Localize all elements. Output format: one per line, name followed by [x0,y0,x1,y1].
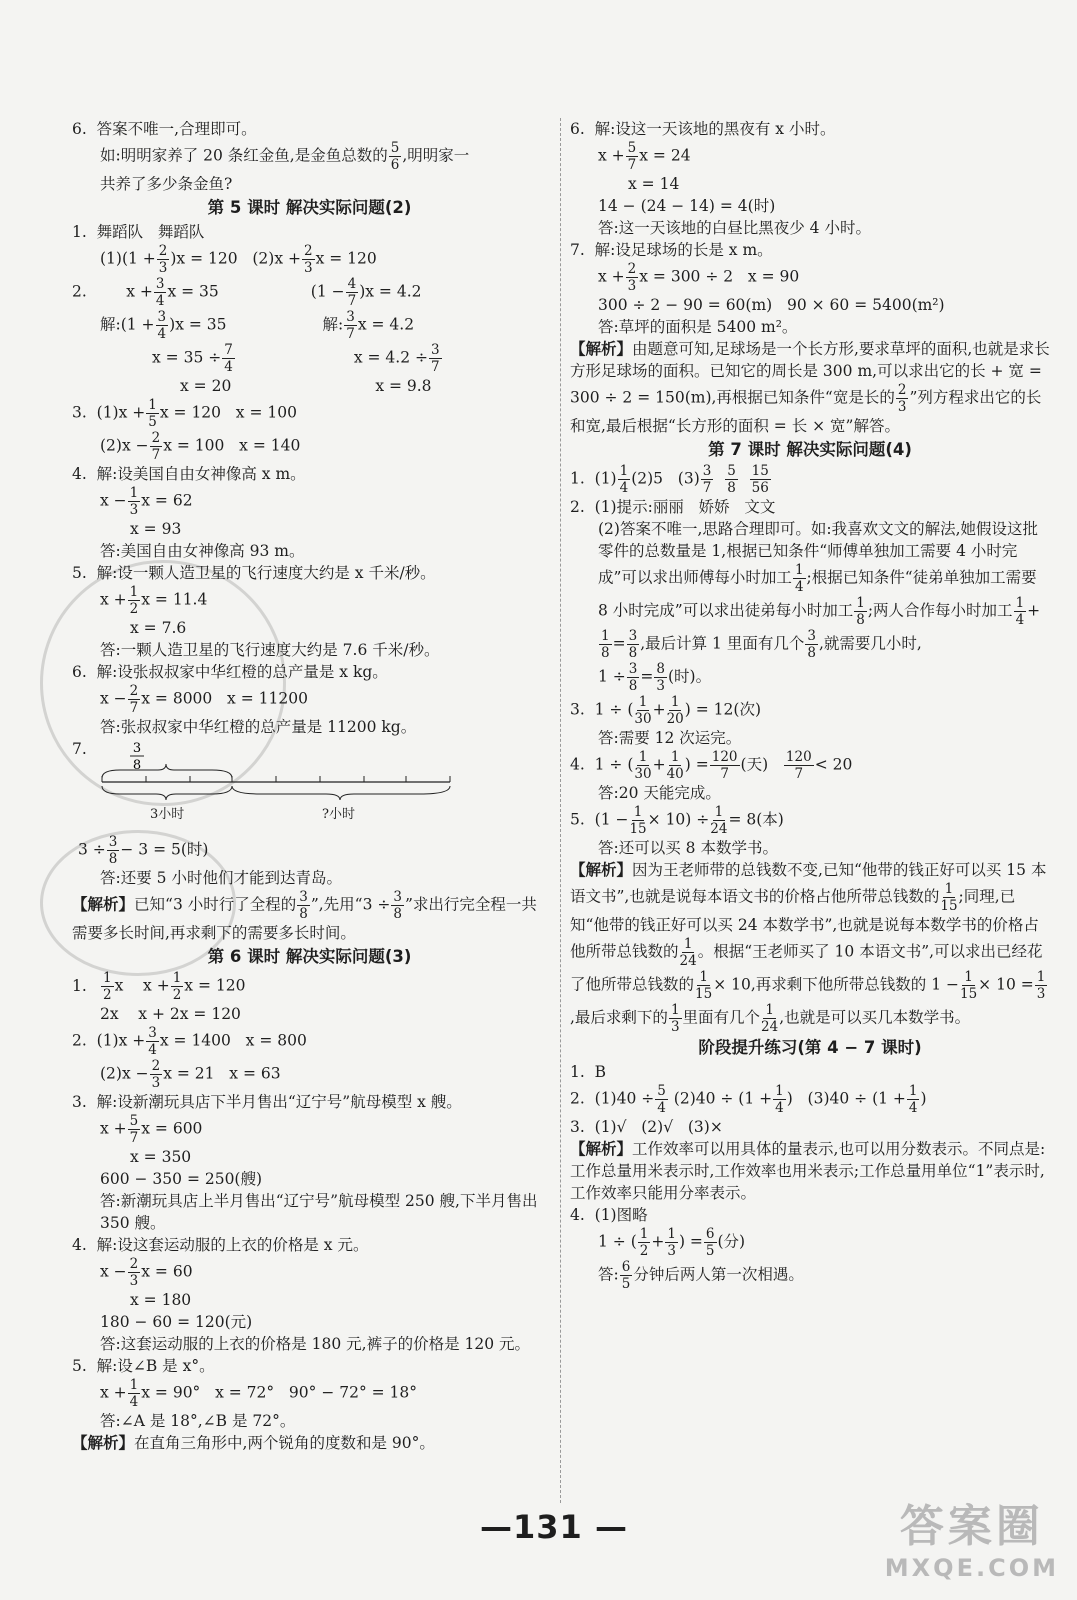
unknown-hours-label: ?小时 [322,807,355,822]
line-segment-diagram [72,741,547,834]
answer-line: 答:美国自由女神像高 93 m。 [100,542,305,560]
answer-line: 1. $\frac{1}{2}$ x x + $\frac{1}{2}$ x = 120 [72,970,246,1003]
answer-line: x + $\frac{5}{7}$ x = 24 [598,140,691,173]
column-divider [560,118,561,1503]
answer-line: 2x x + 2x = 120 [100,1005,241,1023]
answer-line: 1. (1) $\frac{1}{4}$ (2)5 (3) $\frac{3}{7}$ $\frac{5}{8}$ $\frac{15}{56}$ [570,463,769,496]
answer-line: 3. (1)√ (2)√ (3)× [570,1118,723,1136]
answer-line: (2)答案不唯一,思路合理即可。如:我喜欢文文的解法,她假设这批零件的总数量是 1,根据已知条件“师傅单独加工需要 4 小时完成”可以求出师傅每小时加工 $\frac{1}{4}$ ;根据已知条件“徒弟单独加工需要 8 小时完成”可以求出徒弟每小时加工 $\frac{1}{8}$ ;两人合作每小时加工 $\frac{1}{4}$ + $\frac{1}{8}$ = $\frac{3}{8}$ ,最后计算 1 里面有几个 $\frac{3}{8}$ ,就需要几小时, [598,520,1041,661]
answer-line: x + $\frac{2}{3}$ x = 300 ÷ 2 x = 90 [598,261,800,294]
answer-line: 答:20 天能完成。 [598,784,721,802]
answer-line: 答:∠A 是 18°,∠B 是 72°。 [100,1412,296,1430]
answer-line: 共养了多少条金鱼? [100,175,233,193]
section-heading: 第 6 课时 解决实际问题(3) [207,947,412,966]
answer-line: 180 − 60 = 120(元) [100,1313,253,1331]
answer-line: x = 14 [628,175,680,193]
answer-line: 2. (1)提示:丽丽 娇娇 文文 [570,498,776,516]
answer-line: 答:一颗人造卫星的飞行速度大约是 7.6 千米/秒。 [100,641,440,659]
answer-line: 1 ÷ ( $\frac{1}{2}$ + $\frac{1}{3}$ ) = $\frac{6}{5}$ (分) [598,1226,746,1259]
section-heading: 第 5 课时 解决实际问题(2) [207,198,412,217]
section-heading: 第 7 课时 解决实际问题(4) [708,440,912,459]
watermark-logo: 答案圈 MXQE.COM [884,1501,1059,1582]
answer-line: x − $\frac{2}{3}$ x = 60 [100,1256,193,1289]
answer-line: 如:明明家养了 20 条红金鱼,是金鱼总数的 $\frac{5}{6}$ ,明明家一 [100,140,470,173]
answer-line: x − $\frac{2}{7}$ x = 8000 x = 11200 [100,683,308,716]
answer-line: 600 − 350 = 250(艘) [100,1170,263,1188]
answer-line: 6. 答案不唯一,合理即可。 [72,120,257,138]
answer-line: 1. 舞蹈队 舞蹈队 [72,223,205,241]
answer-line: 3 ÷ $\frac{3}{8}$ − 3 = 5(时) [78,834,209,867]
analysis-note: 【解析】已知“3 小时行了全程的 $\frac{3}{8}$ ”,先用“3 ÷ $\frac{3}{8}$ ”求出行完全程一共需要多长时间,再求剩下的需要多长时间。 [72,889,537,942]
answer-line: 答:需要 12 次运完。 [598,729,742,747]
analysis-note: 【解析】由题意可知,足球场是一个长方形,要求草坪的面积,也就是求长方形足球场的面积。已知它的周长是 300 m,可以求出它的长 + 宽 = 300 ÷ 2 = 150(m),再根据已知条件“宽是长的 $\frac{2}{3}$ ”列方程求出它的长和宽,最后根据“长方形的面积 = 长 × 宽”解答。 [570,340,1050,435]
answer-line: 1 ÷ $\frac{3}{8}$ = $\frac{8}{3}$ (时)。 [598,661,712,694]
answer-line: 答:这一天该地的白昼比黑夜少 4 小时。 [598,219,871,237]
answer-line: x = 350 [130,1148,192,1166]
fraction-denominator: 8 [132,758,142,773]
answer-line: 5. (1 − $\frac{1}{15}$ × 10) ÷ $\frac{1}{24}$ = 8(本) [570,804,784,837]
answer-line: x + $\frac{1}{2}$ x = 11.4 [100,584,208,617]
answer-line: 答:草坪的面积是 5400 m²。 [598,318,798,336]
answer-line: x − $\frac{1}{3}$ x = 62 [100,485,193,518]
answer-line: 4. 解:设美国自由女神像高 x m。 [72,465,306,483]
three-hours-label: 3小时 [150,807,185,822]
answer-line: 2. x + $\frac{3}{4}$ x = 35 (1 − $\frac{4}{7}$ )x = 4.2 [72,276,422,309]
answer-line: 5. 解:设∠B 是 x°。 [72,1357,215,1375]
page-number: —131 — [480,1508,628,1546]
fraction-numerator: 3 [132,741,142,756]
answer-line: x = 20 x = 9.8 [180,377,432,395]
answer-line: (2)x − $\frac{2}{3}$ x = 21 x = 63 [100,1058,281,1091]
answer-line: x + $\frac{1}{4}$ x = 90° x = 72° 90° − 72° = 18° [100,1377,418,1410]
segment-diagram-svg [100,738,460,812]
answer-line: 300 ÷ 2 − 90 = 60(m) 90 × 60 = 5400(m²) [598,296,945,314]
answer-line: 2. (1)x + $\frac{3}{4}$ x = 1400 x = 800 [72,1025,307,1058]
answer-line: 答:还可以买 8 本数学书。 [598,839,778,857]
section-heading: 阶段提升练习(第 4 − 7 课时) [698,1038,922,1057]
answer-line: x + $\frac{5}{7}$ x = 600 [100,1113,203,1146]
answer-line: 解:(1 + $\frac{3}{4}$ )x = 35 解: $\frac{3}{7}$ x = 4.2 [100,309,415,342]
answer-line: 7. 解:设足球场的长是 x m。 [570,241,773,259]
analysis-note: 【解析】在直角三角形中,两个锐角的度数和是 90°。 [72,1434,435,1452]
answer-line: 1. B [570,1063,607,1081]
answer-line: 6. 解:设这一天该地的黑夜有 x 小时。 [570,120,836,138]
answer-line: x = 180 [130,1291,192,1309]
answer-line: 5. 解:设一颗人造卫星的飞行速度大约是 x 千米/秒。 [72,564,436,582]
answer-line: 3. (1)x + $\frac{1}{5}$ x = 120 x = 100 [72,397,297,430]
analysis-note: 【解析】因为王老师带的总钱数不变,已知“他带的钱正好可以买 15 本语文书”,也就是说每本语文书的价格占他所带总钱数的 $\frac{1}{15}$ ;同理,已知“他带的钱正好可以买 24 本数学书”,也就是说每本数学书的价格占他所带总钱数的 $\frac{1}{24}$ 。根据“王老师买了 10 本语文书”,可以求出已经花了他所带总钱数的 $\frac{1}{15}$ × 10,再求剩下他所带总钱数的 1 − $\frac{1}{15}$ × 10 = $\frac{1}{3}$ ,最后求剩下的 $\frac{1}{3}$ 里面有几个 $\frac{1}{24}$ ,也就是可以买几本数学书。 [570,861,1047,1035]
answer-line: 6. 解:设张叔叔家中华红橙的总产量是 x kg。 [72,663,388,681]
answer-line: 3. 1 ÷ ( $\frac{1}{30}$ + $\frac{1}{20}$ ) = 12(次) [570,694,761,727]
answer-line: x = 35 ÷ $\frac{7}{4}$ x = 4.2 ÷ $\frac{3}{7}$ [152,342,440,375]
answer-line: (2)x − $\frac{2}{7}$ x = 100 x = 140 [100,430,301,463]
analysis-note: 【解析】工作效率可以用具体的量表示,也可以用分数表示。不同点是:工作总量用米表示时,工作效率也用米表示;工作总量用单位“1”表示时,工作效率只能用分率表示。 [570,1140,1046,1202]
answer-line: 4. (1)图略 [570,1206,648,1224]
answer-line: 答:这套运动服的上衣的价格是 180 元,裤子的价格是 120 元。 [100,1335,531,1353]
answer-line: (1)(1 + $\frac{2}{3}$ )x = 120 (2)x + $\frac{2}{3}$ x = 120 [100,243,377,276]
answer-line: 答:张叔叔家中华红橙的总产量是 11200 kg。 [100,718,417,736]
answer-line: x = 7.6 [130,619,187,637]
answer-line: 答: $\frac{6}{5}$ 分钟后两人第一次相遇。 [598,1259,804,1292]
left-column [72,118,547,1454]
answer-line: x = 93 [130,520,182,538]
answer-line: 答:还要 5 小时他们才能到达青岛。 [100,869,342,887]
answer-line: 4. 解:设这套运动服的上衣的价格是 x 元。 [72,1236,369,1254]
answer-line: 4. 1 ÷ ( $\frac{1}{30}$ + $\frac{1}{40}$ ) = $\frac{120}{7}$ (天) $\frac{120}{7}$ < 20 [570,749,853,782]
answer-line: 2. (1)40 ÷ $\frac{5}{4}$ (2)40 ÷ (1 + $\frac{1}{4}$ ) (3)40 ÷ (1 + $\frac{1}{4}$ ) [570,1083,927,1116]
right-column [570,118,1050,1292]
answer-line: 7. [72,740,87,758]
answer-line: 14 − (24 − 14) = 4(时) [598,197,776,215]
answer-line: 答:新潮玩具店上半月售出“辽宁号”航母模型 250 艘,下半月售出 350 艘。 [100,1192,538,1232]
answer-line: 3. 解:设新潮玩具店下半月售出“辽宁号”航母模型 x 艘。 [72,1093,462,1111]
